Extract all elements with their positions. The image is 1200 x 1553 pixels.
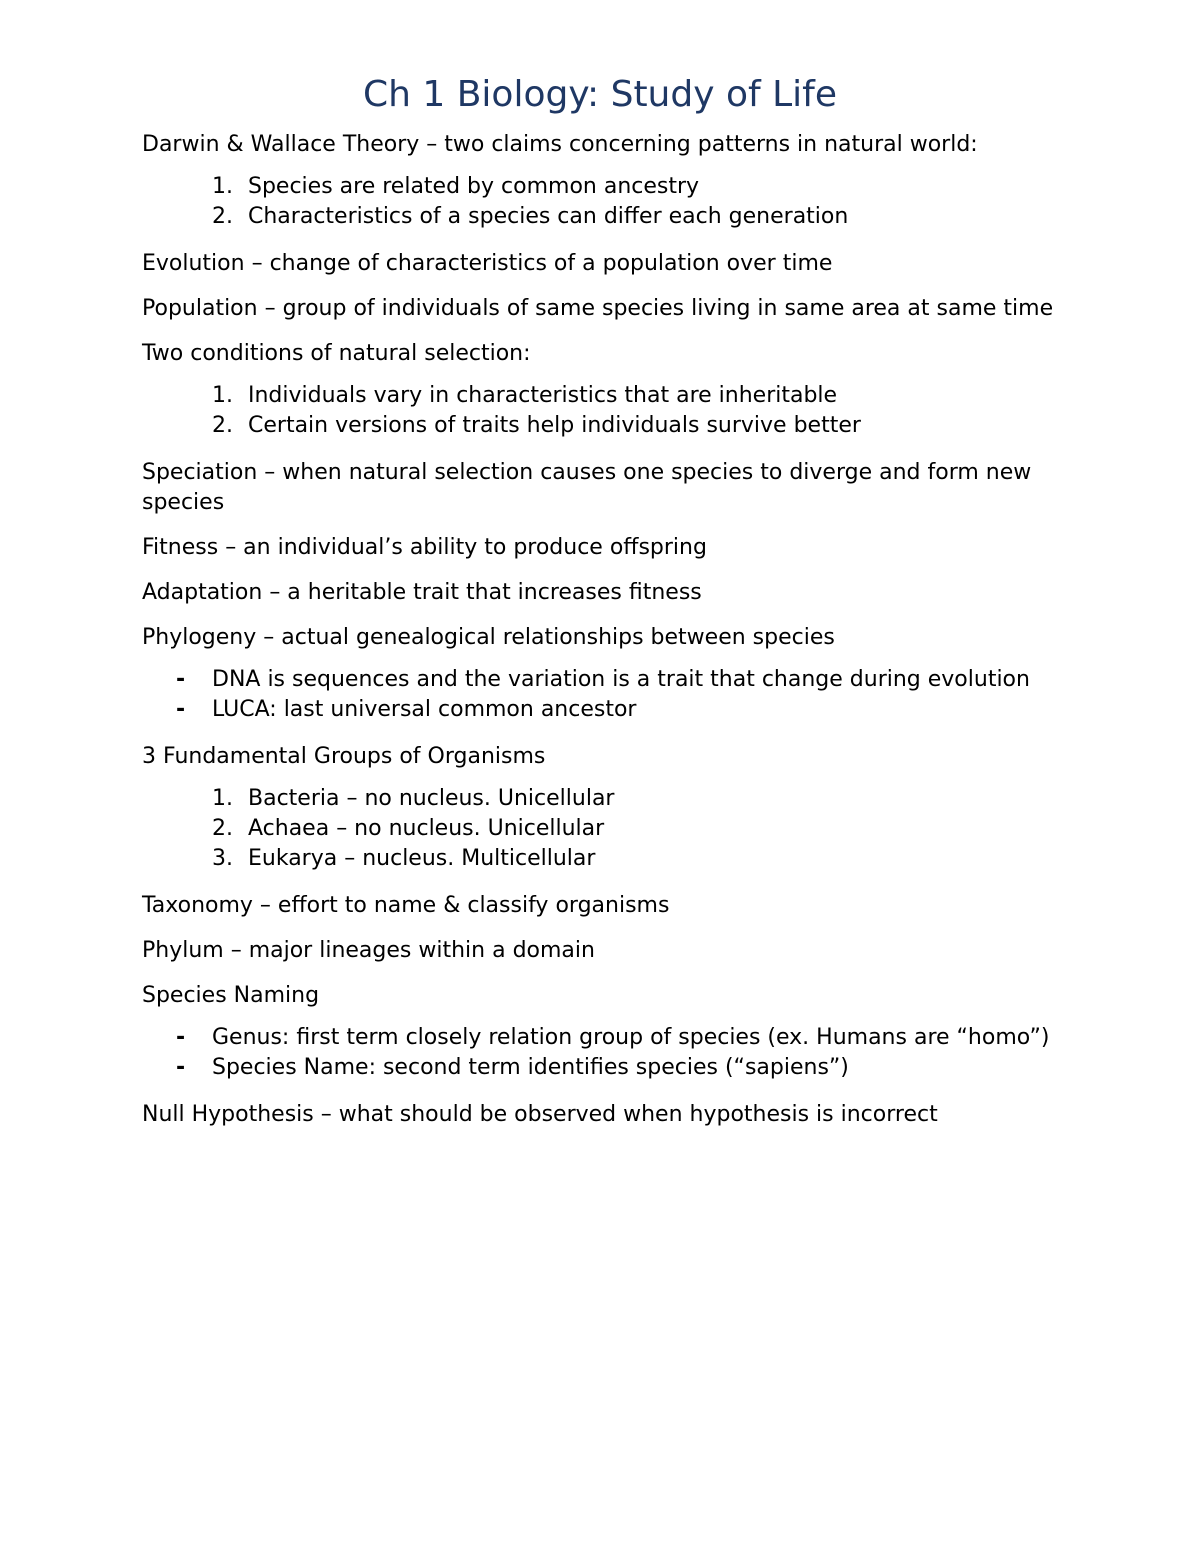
darwin-list (142, 172, 1070, 232)
list-number: 1. (212, 383, 233, 408)
list-item (142, 695, 1070, 725)
list-item-text: Characteristics of a species can differ each generation (248, 204, 849, 229)
list-item-text: Species are related by common ancestry (248, 174, 700, 199)
list-item-text: Bacteria – no nucleus. Unicellular (248, 786, 615, 811)
phylum-definition: Phylum – major lineages within a domain (142, 938, 595, 963)
dash-bullet: - (176, 697, 186, 722)
phylogeny-heading: Phylogeny – actual genealogical relationships between species (142, 625, 835, 650)
list-item-text: LUCA: last universal common ancestor (212, 697, 637, 722)
list-item (142, 844, 1070, 874)
list-item-text: Achaea – no nucleus. Unicellular (248, 816, 605, 841)
evolution-definition: Evolution – change of characteristics of a population over time (142, 251, 833, 276)
page-title: Ch 1 Biology: Study of Life (362, 74, 837, 115)
darwin-heading: Darwin & Wallace Theory – two claims concerning patterns in natural world: (142, 132, 978, 157)
list-item (142, 172, 1070, 202)
fitness-definition: Fitness – an individual’s ability to produce offspring (142, 535, 707, 560)
list-item (142, 381, 1070, 411)
list-item-text: Eukarya – nucleus. Multicellular (248, 846, 596, 871)
dash-bullet: - (176, 1025, 186, 1050)
null-hypothesis-definition: Null Hypothesis – what should be observed when hypothesis is incorrect (142, 1102, 938, 1127)
adaptation-definition: Adaptation – a heritable trait that increases fitness (142, 580, 702, 605)
list-item (142, 814, 1070, 844)
list-item-text: Genus: first term closely relation group of species (ex. Humans are “homo”) (212, 1025, 1050, 1050)
list-number: 1. (212, 786, 233, 811)
groups-list (142, 784, 1070, 874)
selection-heading: Two conditions of natural selection: (142, 341, 531, 366)
list-item-text: Individuals vary in characteristics that are inheritable (248, 383, 838, 408)
speciation-definition: Speciation – when natural selection causes one species to diverge and form new species (142, 460, 1032, 515)
list-item (142, 1053, 1070, 1083)
list-item (142, 784, 1070, 814)
list-number: 2. (212, 204, 233, 229)
dash-bullet: - (176, 667, 186, 692)
list-item (142, 665, 1070, 695)
naming-heading: Species Naming (142, 983, 320, 1008)
selection-list (142, 381, 1070, 441)
list-item (142, 411, 1070, 441)
taxonomy-definition: Taxonomy – effort to name & classify organisms (142, 893, 670, 918)
list-item-text: Certain versions of traits help individuals survive better (248, 413, 861, 438)
phylogeny-list (142, 665, 1070, 725)
dash-bullet: - (176, 1055, 186, 1080)
list-number: 3. (212, 846, 233, 871)
list-item (142, 1023, 1070, 1053)
naming-list (142, 1023, 1070, 1083)
list-item-text: DNA is sequences and the variation is a trait that change during evolution (212, 667, 1030, 692)
list-item-text: Species Name: second term identifies species (“sapiens”) (212, 1055, 849, 1080)
groups-heading: 3 Fundamental Groups of Organisms (142, 744, 546, 769)
population-definition: Population – group of individuals of same species living in same area at same time (142, 296, 1054, 321)
list-number: 2. (212, 816, 233, 841)
list-number: 1. (212, 174, 233, 199)
list-item (142, 202, 1070, 232)
list-number: 2. (212, 413, 233, 438)
